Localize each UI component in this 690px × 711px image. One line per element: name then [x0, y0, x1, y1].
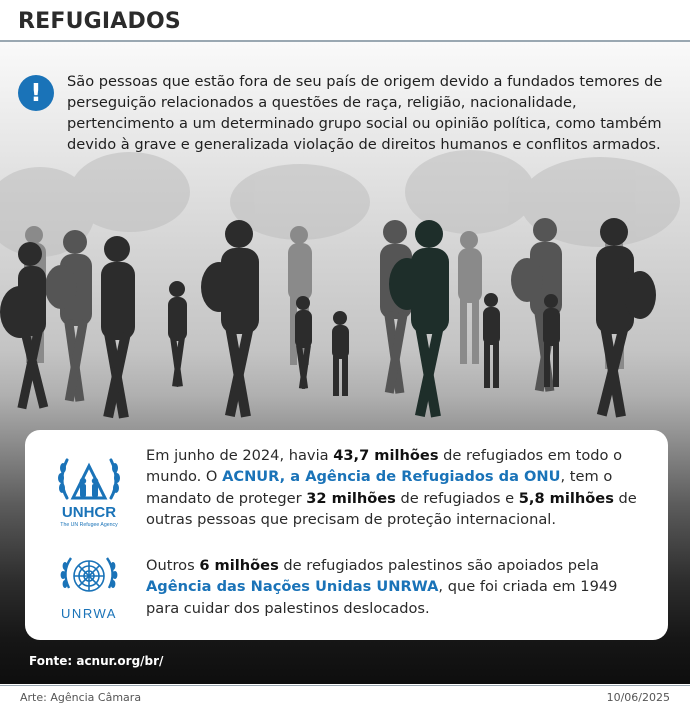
stat-acnur-refugees: 32 milhões [306, 489, 396, 507]
unrwa-logo-name: UNRWA [61, 606, 117, 621]
info-card [25, 430, 668, 640]
stat-other-people: 5,8 milhões [518, 489, 614, 507]
footer-divider [0, 685, 690, 686]
unrwa-link-text: Agência das Nações Unidas UNRWA [146, 578, 439, 596]
hero-banner [0, 42, 690, 684]
footer-credit: Arte: Agência Câmara [20, 691, 142, 704]
unrwa-logo-icon [53, 548, 125, 626]
exclamation-icon: ! [18, 75, 54, 111]
acnur-link-text: ACNUR, a Agência de Refugiados da ONU [222, 468, 561, 486]
stat-palestinian-refugees: 6 milhões [199, 557, 279, 574]
page-title: REFUGIADOS [18, 9, 181, 34]
stat-total-refugees: 43,7 milhões [333, 447, 439, 464]
unhcr-paragraph: Em junho de 2024, havia 43,7 milhões de refugiados em todo o mundo. O ACNUR, a Agência de Refugiados da ONU, tem o mandato de proteger 32 milhões de refugiados e 5,8 milhões de outras pessoas que precisam de proteção internacional. [146, 447, 637, 528]
unhcr-logo-name: UNHCR [61, 504, 117, 521]
footer-date: 10/06/2025 [606, 691, 670, 704]
source-note: Fonte: acnur.org/br/ [29, 654, 164, 668]
refugee-definition-text: São pessoas que estão fora de seu país de origem devido a fundados temores de perseguição relacionados a questões de raça, religião, nacionalidade, pertencimento a um determinado grupo social ou opinião política, como também devido à grave e generalizada violação de direitos humanos e conflitos armados. [67, 73, 663, 153]
unrwa-paragraph: Outros 6 milhões de refugiados palestinos são apoiados pela Agência das Nações Unidas UNRWA, que foi criada em 1949 para cuidar dos palestinos deslocados. [146, 557, 618, 617]
unhcr-logo-tagline: The UN Refugee Agency [60, 522, 118, 528]
unhcr-logo-icon [53, 448, 125, 528]
